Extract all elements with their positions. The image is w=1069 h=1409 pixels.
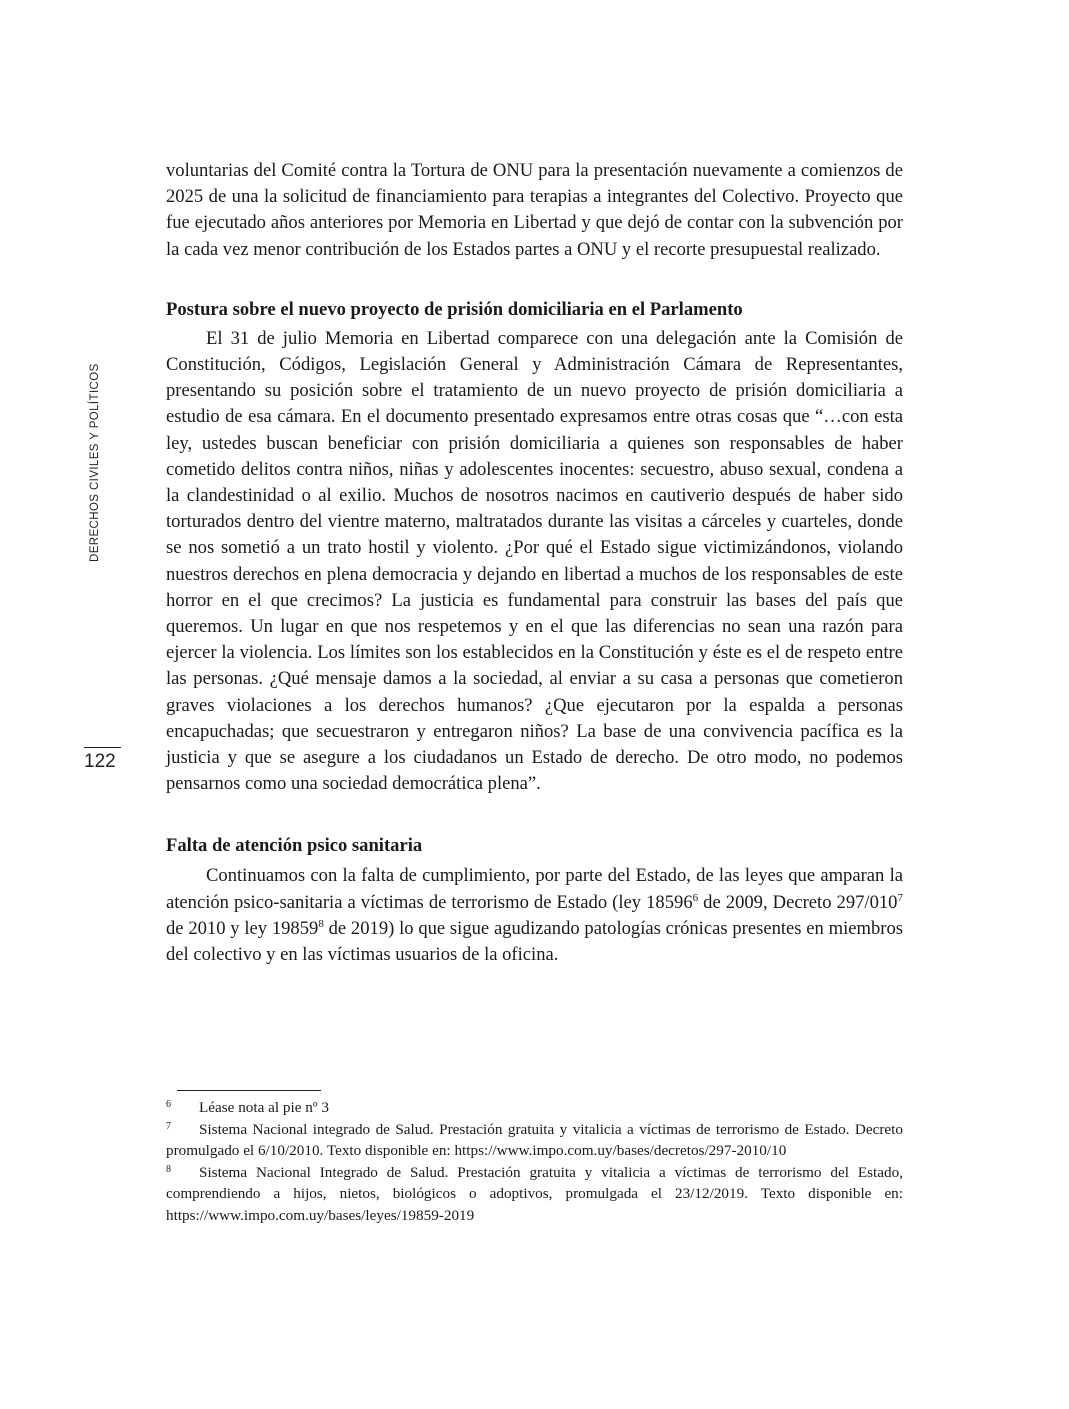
- paragraph-atencion-part-1: Continuamos con la falta de cumplimiento, por parte del Estado, de las leyes que amparan la atención psico-sanitaria a víctimas de terrorismo de Estado (ley 18596: [166, 865, 903, 913]
- footnote-separator: [177, 1090, 321, 1091]
- page-number-rule: [84, 747, 121, 748]
- paragraph-atencion-part-2: de 2009, Decreto 297/010: [698, 891, 898, 913]
- body-text: [166, 158, 903, 968]
- section-heading-atencion-psico-sanitaria: Falta de atención psico sanitaria: [166, 835, 423, 857]
- footnote-ref-6: 6: [692, 891, 699, 904]
- footnote-text: Léase nota al pie nº 3: [199, 1099, 329, 1116]
- paragraph-atencion-part-4: de 2019) lo que sigue agudizando patologías crónicas presentes en miembros del colectivo y en las víctimas usuarios de la oficina.: [166, 917, 903, 966]
- footnote-ref-7: 7: [897, 891, 903, 904]
- paragraph-atencion: [166, 863, 903, 968]
- footnote-6: [166, 1097, 903, 1119]
- footnote-number: 8: [166, 1163, 171, 1175]
- footnote-7: [166, 1119, 903, 1162]
- footnote-8: [166, 1162, 903, 1227]
- footnote-number: 6: [166, 1099, 171, 1110]
- footnote-ref-8: 8: [318, 917, 324, 930]
- footnote-text: Sistema Nacional integrado de Salud. Prestación gratuita y vitalicia a víctimas de terrorismo de Estado. Decreto promulgado el 6/10/2010. Texto disponible en: https://www.impo.com.uy/bases/decretos/297-2010/10: [166, 1120, 903, 1159]
- section-heading-prision-domiciliaria: Postura sobre el nuevo proyecto de prisión domiciliaria en el Parlamento: [166, 298, 743, 320]
- page-number: 122: [84, 751, 116, 772]
- paragraph-postura: El 31 de julio Memoria en Libertad comparece con una delegación ante la Comisión de Constitución, Códigos, Legislación General y Administración Cámara de Representantes, presentando su posición sobre el tratamiento de un nuevo proyecto de prisión domiciliaria a estudio de esa cámara. En el documento presentado expresamos entre otras cosas que “…con esta ley, ustedes buscan beneficiar con prisión domiciliaria a quienes son responsables de haber cometido delitos contra niños, niñas y adolescentes inocentes: secuestro, abuso sexual, condena a la clandestinidad o al exilio. Muchos de nosotros nacimos en cautiverio después de haber sido torturados dentro del vientre materno, maltratados durante las visitas a cárceles y cuarteles, donde se nos sometió a un trato hostil y violento. ¿Por qué el Estado sigue victimizándonos, violando nuestros derechos en plena democracia y dejando en libertad a muchos de los responsables de este horror en el que crecimos? La justicia es fundamental para construir las bases del país que queremos. Un lugar en que nos respetemos y en el que las diferencias no sean una razón para ejercer la violencia. Los límites son los establecidos en la Constitución y éste es el de respeto entre las personas. ¿Qué mensaje damos a la sociedad, al enviar a su casa a personas que cometieron graves violaciones a los derechos humanos? ¿Que ejecutaron por la espalda a personas encapuchadas; que secuestraron y entregaron niños? La base de una convivencia pacífica es la justicia y que se asegure a los ciudadanos un Estado de derecho. De otro modo, no podemos pensarnos como una sociedad democrática plena”.: [166, 327, 903, 795]
- footnotes: [166, 1097, 903, 1226]
- footnote-number: 7: [166, 1120, 171, 1132]
- running-head: DERECHOS CIVILES Y POLÍTICOS: [89, 363, 101, 562]
- paragraph-continuation: voluntarias del Comité contra la Tortura de ONU para la presentación nuevamente a comienzos de 2025 de una la solicitud de financiamiento para terapias a integrantes del Colectivo. Proyecto que fue ejecutado años anteriores por Memoria en Libertad y que dejó de contar con la subvención por la cada vez menor contribución de los Estados partes a ONU y el recorte presupuestal realizado.: [166, 160, 903, 260]
- footnote-text: Sistema Nacional Integrado de Salud. Prestación gratuita y vitalicia a víctimas de terrorismo del Estado, comprendiendo a hijos, nietos, biológicos o adoptivos, promulgada el 23/12/2019. Texto disponible en: https://www.impo.com.uy/bases/leyes/19859-2019: [166, 1163, 903, 1224]
- paragraph-atencion-part-3: de 2010 y ley 19859: [166, 917, 319, 939]
